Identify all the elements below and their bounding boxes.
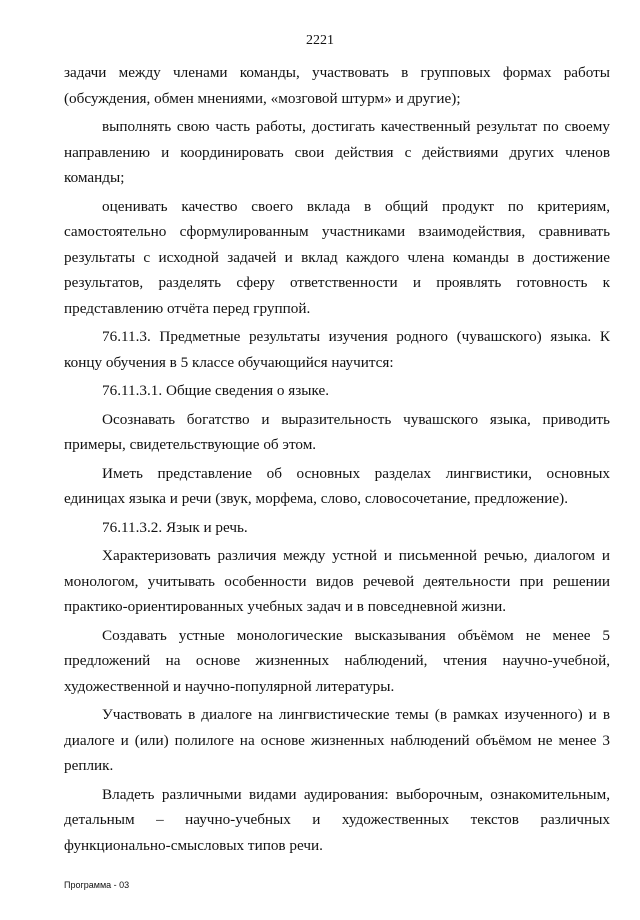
paragraph: оценивать качество своего вклада в общий продукт по критериям, самостоятельно сформулированным участниками взаимодействия, сравнивать результаты с исходной задачей и вклад каждого члена команды в достижение результатов, разделять сферу ответственности и проявлять готовность к представлению отчёта перед группой. <box>64 197 610 317</box>
body-text <box>64 60 610 861</box>
section-heading: 76.11.3.2. Язык и речь. <box>102 518 248 536</box>
paragraph: 76.11.3. Предметные результаты изучения родного (чувашского) языка. К концу обучения в 5 классе обучающийся научится: <box>64 328 610 371</box>
footer-label: Программа - 03 <box>64 880 130 890</box>
paragraph: Иметь представление об основных разделах лингвистики, основных единицах языка и речи (звук, морфема, слово, словосочетание, предложение). <box>64 464 610 507</box>
paragraph: Создавать устные монологические высказывания объёмом не менее 5 предложений на основе жизненных наблюдений, чтения научно-учебной, художественной и научно-популярной литературы. <box>64 626 610 695</box>
paragraph: Осознавать богатство и выразительность чувашского языка, приводить примеры, свидетельствующие об этом. <box>64 410 610 453</box>
page-number: 2221 <box>306 33 334 48</box>
paragraph: Характеризовать различия между устной и письменной речью, диалогом и монологом, учитывать особенности видов речевой деятельности при решении практико-ориентированных учебных задач и в повседневной жизни. <box>64 547 610 615</box>
paragraph: выполнять свою часть работы, достигать качественный результат по своему направлению и координировать свои действия с действиями других членов команды; <box>64 118 610 186</box>
paragraph: Участвовать в диалоге на лингвистические темы (в рамках изученного) и в диалоге и (или) полилоге на основе жизненных наблюдений объёмом не менее 3 реплик. <box>64 706 610 774</box>
paragraph: Владеть различными видами аудирования: выборочным, ознакомительным, детальным – научно-учебных и художественных текстов различных функционально-смысловых типов речи. <box>64 785 610 854</box>
section-heading: 76.11.3.1. Общие сведения о языке. <box>102 382 330 399</box>
paragraph: задачи между членами команды, участвовать в групповых формах работы (обсуждения, обмен мнениями, «мозговой штурм» и другие); <box>64 64 610 107</box>
